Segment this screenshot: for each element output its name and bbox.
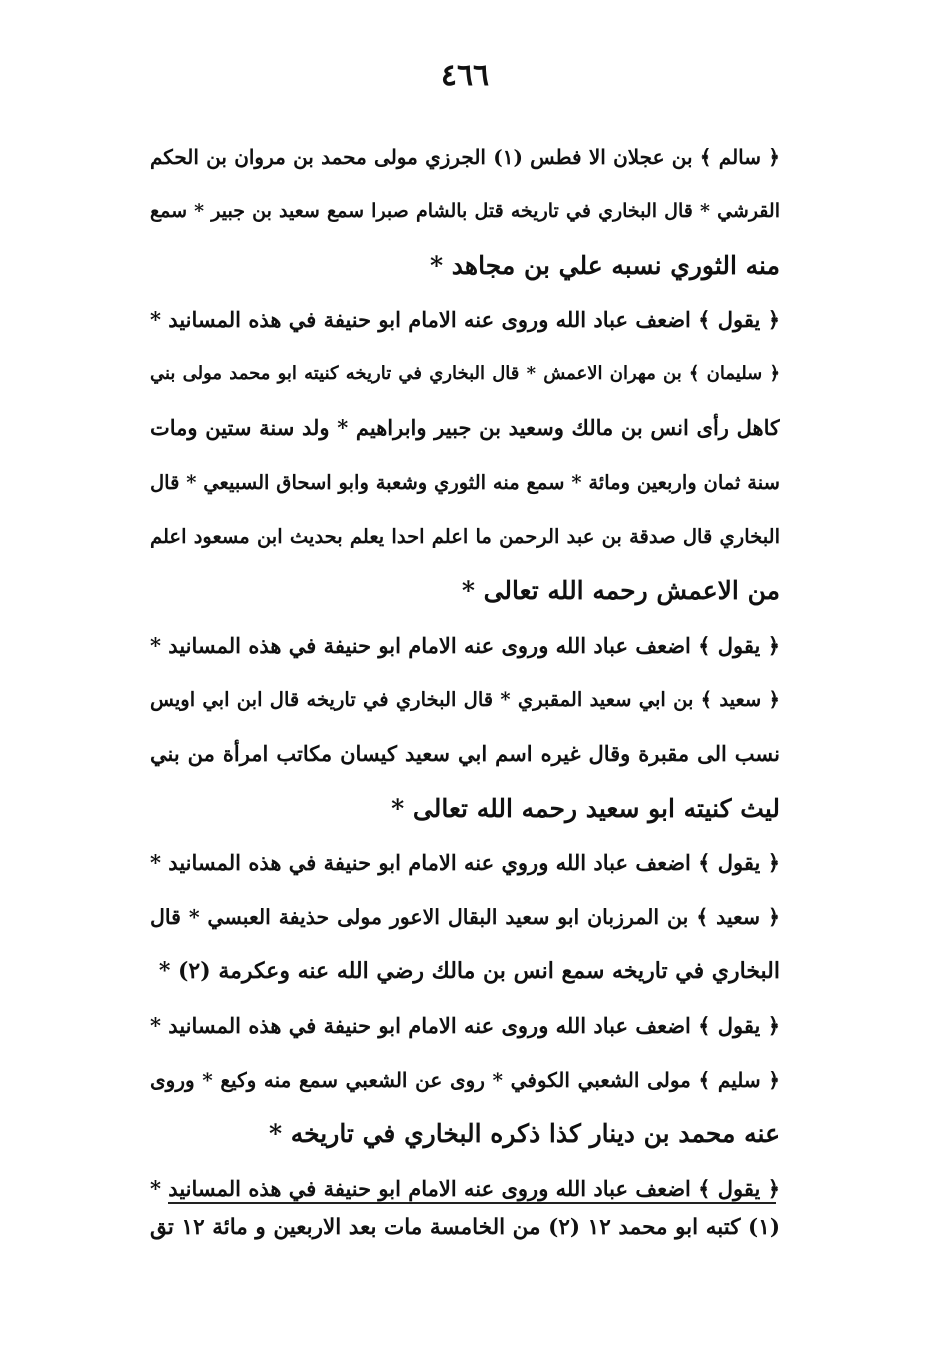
text-line: ﴿ سالم ﴾ بن عجلان الا فطس (١) الجرزي مولى محمد بن مروان بن الحكم (150, 145, 780, 169)
footnote: (١) كتبه ابو محمد ١٢ (٢) من الخامسة مات بعد الاربعين و مائة ١٢ تق (150, 1215, 780, 1240)
text-line: ﴿ سعيد ﴾ بن المرزبان ابو سعيد البقال الاعور مولى حذيفة العبسي * قال (150, 905, 780, 930)
text-line: ﴿ يقول ﴾ اضعف عباد الله وروى عنه الامام ابو حنيفة في هذه المسانيد * (150, 632, 780, 658)
text-line: ﴿ يقول ﴾ اضعف عباد الله وروى عنه الامام ابو حنيفة في هذه المسانيد * (150, 1175, 780, 1201)
footnote-divider (168, 1202, 776, 1204)
text-line: منه الثوري نسبه علي بن مجاهد * (430, 250, 780, 280)
text-line: ﴿ يقول ﴾ اضعف عباد الله وروى عنه الامام ابو حنيفة في هذه المسانيد * (150, 306, 780, 332)
text-line: البخاري في تاريخه سمع انس بن مالك رضي الله عنه وعكرمة (٢) * (158, 958, 780, 985)
text-line: ﴿ سعيد ﴾ بن ابي سعيد المقبري * قال البخاري في تاريخه قال ابن ابي اويس (150, 687, 780, 711)
text-line: عنه محمد بن دينار كذا ذكره البخاري في تاريخه * (268, 1119, 780, 1149)
main-text (150, 130, 780, 1216)
text-line: ﴿ يقول ﴾ اضعف عباد الله وروى عنه الامام ابو حنيفة في هذه المسانيد * (150, 1012, 780, 1038)
text-line: كاهل رأى انس بن مالك وسعيد بن جبير وابراهيم * ولد سنة ستين ومات (150, 415, 780, 441)
text-line: من الاعمش رحمه الله تعالى * (461, 576, 780, 606)
text-line: القرشي * قال البخاري في تاريخه قتل بالشام صبرا سمع سعيد بن جبير * سمع (150, 200, 780, 223)
text-line: ليث كنيته ابو سعيد رحمه الله تعالى * (391, 793, 780, 823)
text-line: ﴿ سليم ﴾ مولى الشعبي الكوفي * روى عن الشعبي سمع منه وكيع * وروى (150, 1068, 780, 1093)
text-line: سنة ثمان واربعين ومائة * سمع منه الثوري وشعبة وابو اسحاق السبيعي * قال (150, 470, 780, 494)
text-line: ﴿ يقول ﴾ اضعف عباد الله وروي عنه الامام ابو حنيفة في هذه المسانيد * (150, 849, 780, 875)
text-line: نسب الى مقبرة وقال غيره اسم ابي سعيد كيسان مكاتب امرأة من بني (150, 741, 780, 767)
text-line: ﴿ سليمان ﴾ بن مهران الاعمش * قال البخاري في تاريخه كنيته ابو محمد مولى بني (150, 363, 780, 385)
text-line: البخاري قال صدقة بن عبد الرحمن ما اعلم احدا يعلم بحديث ابن مسعود اعلم (150, 525, 780, 549)
page-number: ٤٦٦ (440, 58, 490, 93)
